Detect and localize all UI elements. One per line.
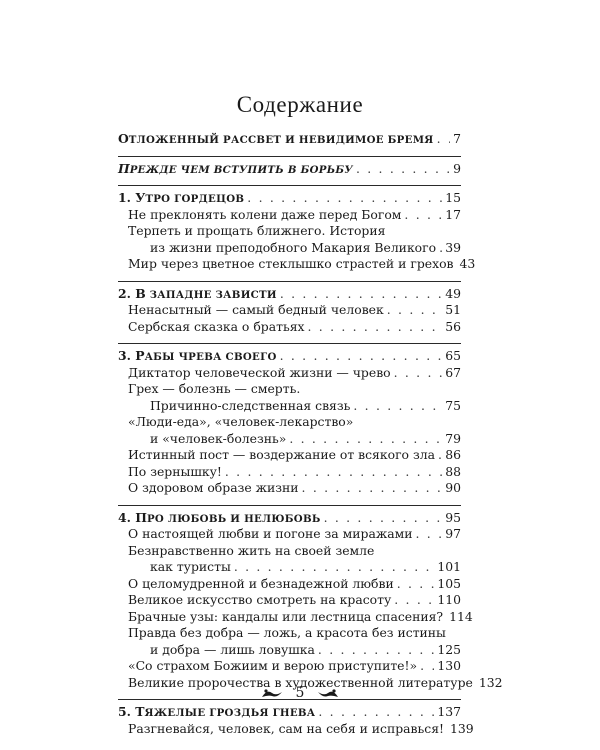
toc-entry-line: Правда без добра — ложь, а красота без истины <box>128 625 446 640</box>
leader-dots <box>318 642 434 659</box>
leader-dots <box>289 431 442 448</box>
toc-entry <box>118 480 461 497</box>
chapter-title <box>118 704 315 722</box>
page-ref: 9 <box>453 160 461 176</box>
leader-dots <box>356 161 450 178</box>
chapter-title-rest: ТРО ГОРДЕЦОВ <box>145 193 245 205</box>
chapter-title-rest: ТЛОЖЕННЫЙ РАССВЕТ И НЕВИДИМОЕ БРЕМЯ <box>128 134 434 146</box>
toc-entry <box>118 256 476 273</box>
toc-entry <box>118 642 461 659</box>
leader-dots <box>318 704 434 721</box>
chapter-title-lead: 5. Т <box>118 704 145 719</box>
leader-dots <box>225 464 442 481</box>
chapter-title <box>118 131 434 149</box>
page-ref: 105 <box>437 575 461 591</box>
toc-entry <box>118 447 461 464</box>
toc-entry <box>118 464 461 481</box>
page-ref: 75 <box>445 397 461 413</box>
toc-entry-text: Не преклонять колени даже перед Богом <box>128 206 402 222</box>
leader-dots <box>308 319 443 336</box>
page-ref: 79 <box>445 430 461 446</box>
chapter-title-rest: РО ЛЮБОВЬ И НЕЛЮБОВЬ <box>146 512 321 525</box>
section-divider <box>118 185 461 186</box>
toc-entry-line: Терпеть и прощать ближнего. История <box>128 223 386 238</box>
section-divider <box>118 156 461 157</box>
leader-dots <box>247 190 442 207</box>
chapter-title-rest: АБЫ ЧРЕВА СВОЕГО <box>144 351 277 363</box>
leader-dots <box>439 240 442 257</box>
chapter-title <box>118 161 353 179</box>
toc-entry <box>118 302 461 319</box>
page-ref: 130 <box>437 658 461 673</box>
toc-entry-text: Диктатор человеческой жизни — чрево <box>128 364 391 380</box>
chapter-title-lead: 1. У <box>118 190 146 205</box>
section-divider <box>118 505 461 506</box>
page-ref: 15 <box>445 190 461 205</box>
toc-entry-text: По зернышку! <box>128 463 222 479</box>
leader-dots <box>394 365 443 382</box>
page-ref: 139 <box>450 720 474 736</box>
toc-entry-text: О настоящей любви и погоне за миражами <box>128 526 413 541</box>
toc-entry-text: как туристы <box>150 559 231 574</box>
chapter-title <box>118 190 244 208</box>
page-ref: 101 <box>437 559 461 574</box>
page-ref: 65 <box>445 348 461 363</box>
toc-entry-text: Великие пророчества в художественной литературе <box>128 674 473 690</box>
toc-entry <box>118 592 461 609</box>
leader-dots <box>404 207 442 224</box>
toc-chapter <box>118 704 461 721</box>
page-ref: 132 <box>478 674 503 690</box>
page-ref: 43 <box>459 256 476 271</box>
leader-dots <box>280 286 442 303</box>
page-ref: 56 <box>445 318 461 334</box>
toc-chapter <box>118 286 461 303</box>
page-footer <box>0 685 600 701</box>
page-ref: 39 <box>445 239 461 255</box>
page-ref: 7 <box>453 131 461 146</box>
chapter-title-rest: РЕЖДЕ ЧЕМ ВСТУПИТЬ В БОРЬБУ <box>129 163 353 176</box>
leader-dots <box>280 348 443 365</box>
chapter-title-rest: ЗАПАДНЕ ЗАВИСТИ <box>145 288 277 301</box>
toc-entry-text: «Со страхом Божиим и верою приступите!» <box>128 658 418 673</box>
toc-entry-text: О здоровом образе жизни <box>128 480 299 495</box>
page-ref: 110 <box>437 592 461 607</box>
toc-entry-text: Брачные узы: кандалы или лестница спасения? <box>128 608 444 624</box>
toc-chapter <box>118 510 461 527</box>
toc-chapter <box>118 190 461 207</box>
toc-entry-text: Мир через цветное стеклышко страстей и грехов <box>128 256 454 271</box>
chapter-title-lead: О <box>118 131 129 146</box>
toc-chapter <box>118 131 461 148</box>
chapter-title-lead: 3. Р <box>118 348 145 363</box>
toc-entry <box>118 658 461 675</box>
table-of-contents <box>118 131 503 737</box>
chapter-title <box>118 286 277 304</box>
toc-entry-line: Грех — болезнь — смерть. <box>128 381 301 396</box>
leader-dots <box>394 592 434 609</box>
toc-entry-line: Безнравственно жить на своей земле <box>128 542 375 558</box>
leader-dots <box>437 131 451 148</box>
page-ref: 17 <box>445 206 461 222</box>
leader-dots <box>302 480 443 497</box>
toc-entry-text: Истинный пост — воздержание от всякого зла <box>128 447 435 462</box>
page-title: Содержание <box>236 92 364 117</box>
page-ref: 49 <box>445 285 461 301</box>
page-ref: 125 <box>437 641 461 657</box>
toc-entry <box>118 207 461 224</box>
toc-entry-line: «Люди-еда», «человек-лекарство» <box>128 414 354 429</box>
toc-entry-text: из жизни преподобного Макария Великого <box>150 239 437 255</box>
page-ref: 51 <box>445 302 461 317</box>
toc-entry-text: и «человек-болезнь» <box>150 430 287 446</box>
leader-dots <box>416 526 443 543</box>
chapter-title-rest: ЯЖЕЛЫЕ ГРОЗДЬЯ ГНЕВА <box>144 707 316 719</box>
leader-dots <box>324 510 443 527</box>
chapter-title-lead: П <box>118 160 130 176</box>
fleuron-icon-right <box>317 687 339 699</box>
page-number: 5 <box>295 685 305 701</box>
toc-entry <box>118 398 461 415</box>
page-ref: 137 <box>437 704 461 719</box>
section-divider <box>118 343 461 344</box>
toc-entry <box>118 526 461 543</box>
toc-entry <box>118 319 461 336</box>
chapter-title <box>118 510 321 528</box>
section-divider <box>118 281 461 282</box>
chapter-title-lead: 2. В <box>118 285 146 301</box>
toc-entry-text: Великое искусство смотреть на красоту <box>128 592 392 607</box>
leader-dots <box>420 658 434 675</box>
chapter-title <box>118 348 277 366</box>
toc-entry <box>118 608 473 626</box>
toc-entry-text: О целомудренной и безнадежной любви <box>128 575 394 591</box>
toc-entry-text: Сербская сказка о братьях <box>128 318 305 334</box>
page-ref: 90 <box>445 480 461 495</box>
toc-entry-text: Разгневайся, человек, сам на себя и исправься! <box>128 720 445 736</box>
toc-chapter <box>118 348 461 365</box>
leader-dots <box>438 447 442 464</box>
leader-dots <box>387 302 442 319</box>
page-ref: 95 <box>445 509 461 525</box>
page-ref: 67 <box>445 364 461 380</box>
page-ref: 86 <box>445 447 461 462</box>
toc-entry-text: Причинно-следственная связь <box>150 397 351 413</box>
chapter-title-lead: 4. П <box>118 509 147 525</box>
page-ref: 97 <box>445 526 461 541</box>
leader-dots <box>234 559 435 576</box>
leader-dots <box>397 576 435 593</box>
toc-entry <box>118 720 474 738</box>
toc-entry <box>118 365 461 382</box>
toc-entry <box>118 559 461 576</box>
page-ref: 114 <box>449 608 473 624</box>
leader-dots <box>353 398 442 415</box>
fleuron-icon-left <box>261 687 283 699</box>
toc-chapter <box>118 161 461 178</box>
toc-entry <box>118 576 461 593</box>
toc-entry-text: и добра — лишь ловушка <box>150 641 315 657</box>
toc-entry-text: Ненасытный — самый бедный человек <box>128 302 384 317</box>
toc-entry <box>118 431 461 448</box>
page-ref: 88 <box>445 463 461 479</box>
toc-entry <box>118 240 461 257</box>
